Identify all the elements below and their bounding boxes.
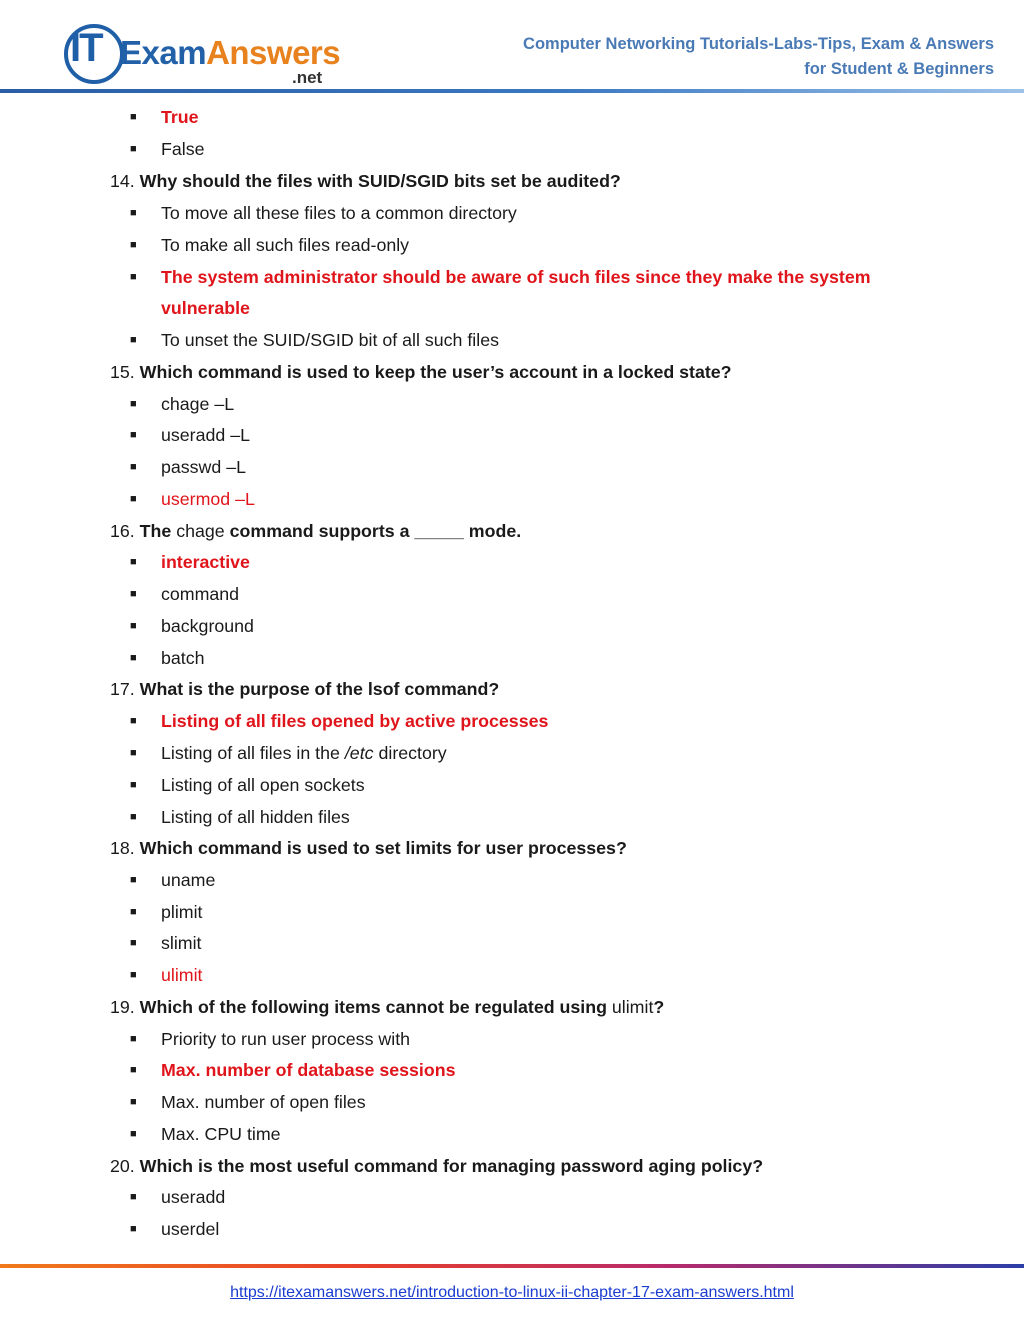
tagline-line-2: for Student & Beginners [804, 60, 994, 78]
question-20 [110, 1154, 763, 1178]
question-number: 17. [110, 679, 135, 699]
bullet-icon: ■ [130, 874, 137, 886]
answer-option: To unset the SUID/SGID bit of all such files [161, 330, 499, 350]
answer-option: Listing of all open sockets [161, 775, 365, 795]
bullet-icon: ■ [130, 143, 137, 155]
bullet-icon: ■ [130, 398, 137, 410]
bullet-icon: ■ [130, 969, 137, 981]
bullet-icon: ■ [130, 271, 137, 283]
site-logo[interactable] [64, 22, 341, 88]
footer-source-link[interactable]: https://itexamanswers.net/introduction-to-linux-ii-chapter-17-exam-answers.html [230, 1284, 794, 1301]
bullet-icon: ■ [130, 652, 137, 664]
footer-divider [0, 1264, 1024, 1268]
answer-option-correct: True [161, 107, 199, 127]
question-text-end: command supports a _____ mode. [229, 521, 522, 541]
question-number: 14. [110, 171, 135, 191]
bullet-icon: ■ [130, 620, 137, 632]
question-18 [110, 836, 627, 860]
answer-option: plimit [161, 902, 203, 922]
bullet-icon: ■ [130, 429, 137, 441]
answer-option [161, 741, 447, 765]
bullet-icon: ■ [130, 1033, 137, 1045]
bullet-icon: ■ [130, 556, 137, 568]
answer-option: Max. number of open files [161, 1092, 366, 1112]
answer-option: Priority to run user process with [161, 1029, 411, 1049]
logo-it-text: IT [70, 26, 102, 70]
bullet-icon: ■ [130, 1191, 137, 1203]
bullet-icon: ■ [130, 1223, 137, 1235]
answer-option: uname [161, 870, 216, 890]
bullet-icon: ■ [130, 779, 137, 791]
answer-option-correct: ulimit [161, 965, 203, 985]
answer-option: useradd –L [161, 425, 250, 445]
answer-option-correct: interactive [161, 552, 250, 572]
logo-wordmark [120, 34, 340, 72]
question-text: Which command is used to keep the user’s account in a locked state? [139, 362, 732, 382]
question-number: 20. [110, 1156, 135, 1176]
bullet-icon: ■ [130, 461, 137, 473]
answer-option: command [161, 584, 240, 604]
answer-option: passwd –L [161, 457, 247, 477]
logo-exam-text: Exam [120, 34, 207, 71]
question-command-name: chage [176, 521, 225, 541]
bullet-icon: ■ [130, 906, 137, 918]
answer-option-correct: The system administrator should be aware of such files since they make the system [161, 267, 871, 287]
bullet-icon: ■ [130, 715, 137, 727]
bullet-icon: ■ [130, 493, 137, 505]
answer-option: useradd [161, 1187, 226, 1207]
bullet-icon: ■ [130, 239, 137, 251]
bullet-icon: ■ [130, 1096, 137, 1108]
bullet-icon: ■ [130, 811, 137, 823]
question-number: 18. [110, 838, 135, 858]
question-command-name: ulimit [611, 997, 654, 1017]
answer-option: background [161, 616, 254, 636]
question-15 [110, 360, 732, 384]
question-mark: ? [653, 997, 665, 1017]
question-text: Which command is used to set limits for user processes? [139, 838, 627, 858]
question-text: Which is the most useful command for managing password aging policy? [139, 1156, 764, 1176]
logo-net-text: .net [292, 68, 323, 87]
answer-option: batch [161, 648, 205, 668]
bullet-icon: ■ [130, 1064, 137, 1076]
answer-option-correct: Max. number of database sessions [161, 1060, 456, 1080]
bullet-icon: ■ [130, 207, 137, 219]
logo-answers-text: Answers [206, 34, 341, 71]
answer-option-correct: usermod –L [161, 489, 255, 509]
site-tagline [523, 32, 994, 82]
answer-option: Listing of all hidden files [161, 807, 350, 827]
option-text-start: Listing of all files in the [161, 743, 340, 763]
tagline-line-1: Computer Networking Tutorials-Labs-Tips, Exam & Answers [523, 35, 994, 53]
question-14 [110, 169, 621, 193]
answer-option-correct-continued: vulnerable [161, 298, 250, 318]
bullet-icon: ■ [130, 111, 137, 123]
question-number: 16. [110, 521, 135, 541]
answer-option: userdel [161, 1219, 220, 1239]
question-19 [110, 995, 664, 1019]
bullet-icon: ■ [130, 588, 137, 600]
question-text-start: Which of the following items cannot be regulated using [139, 997, 607, 1017]
question-text: Why should the files with SUID/SGID bits set be audited? [139, 171, 621, 191]
page-header [0, 0, 1024, 92]
question-number: 15. [110, 362, 135, 382]
header-divider [0, 89, 1024, 93]
bullet-icon: ■ [130, 334, 137, 346]
answer-option: Max. CPU time [161, 1124, 281, 1144]
answer-option: To move all these files to a common directory [161, 203, 517, 223]
question-16 [110, 519, 521, 543]
answer-option: To make all such files read-only [161, 235, 410, 255]
bullet-icon: ■ [130, 747, 137, 759]
answer-option: False [161, 139, 205, 159]
bullet-icon: ■ [130, 937, 137, 949]
answer-option: chage –L [161, 394, 235, 414]
question-number: 19. [110, 997, 135, 1017]
question-17 [110, 677, 499, 701]
bullet-icon: ■ [130, 1128, 137, 1140]
question-text-start: The [139, 521, 172, 541]
answer-option-correct: Listing of all files opened by active processes [161, 711, 549, 731]
option-text-end: directory [378, 743, 447, 763]
question-text: What is the purpose of the lsof command? [139, 679, 500, 699]
option-path: /etc [344, 743, 374, 763]
answer-option: slimit [161, 933, 202, 953]
